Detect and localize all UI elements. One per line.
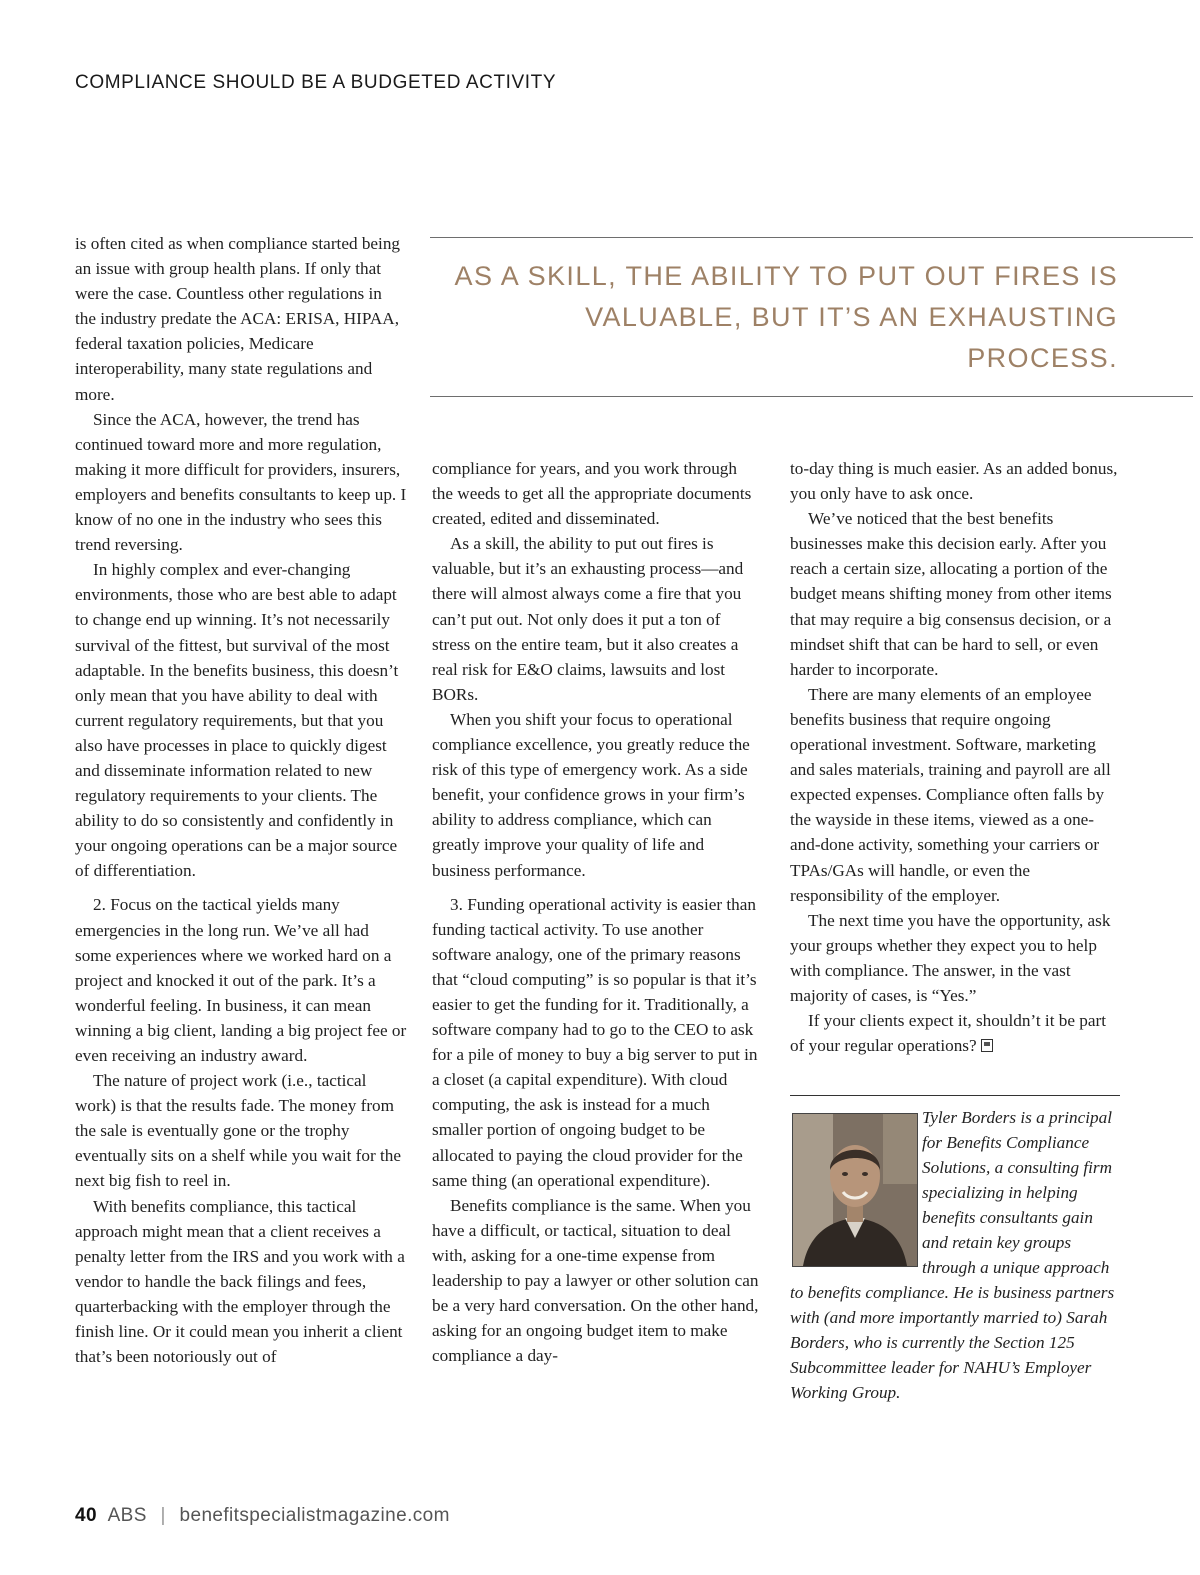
- paragraph: to-day thing is much easier. As an added bonus, you only have to ask once.: [790, 459, 1118, 504]
- paragraph: [790, 1008, 1120, 1058]
- section-title: COMPLIANCE SHOULD BE A BUDGETED ACTIVITY: [75, 72, 557, 93]
- paragraph: There are many elements of an employee benefits business that require ongoing operational investment. Software, marketing and sales materials, training and payroll are all expected expenses. Compliance often falls by the wayside in these items, viewed as a one-and-done activity, something your carriers or TPAs/GAs will handle, or even the responsibility of the employer.: [790, 684, 1111, 905]
- author-bio: [790, 1105, 1120, 1405]
- page-footer: [75, 1505, 450, 1527]
- photo-spacer: [790, 1105, 922, 1280]
- paragraph: Benefits compliance is the same. When you have a difficult, or tactical, situation to deal with, asking for a one-time expense from leadership to pay a lawyer or other solution can be a very hard conversation. On the other hand, asking for an ongoing budget item to make compliance a day-: [432, 1195, 759, 1366]
- paragraph: Since the ACA, however, the trend has continued toward more and more regulation, making it more difficult for providers, insurers, employers and benefits consultants to keep up. I know of no one in the industry who sees this trend reversing.: [75, 409, 407, 555]
- pull-quote: AS A SKILL, THE ABILITY TO PUT OUT FIRES IS VALUABLE, BUT IT’S AN EXHAUSTING PROCESS.: [454, 261, 1118, 373]
- paragraph: 2. Focus on the tactical yields many emergencies in the long run. We’ve all had some experiences where we worked hard on a project and knocked it out of the park. It’s a wonderful feeling. In business, it can mean winning a big client, landing a big project fee or even receiving an industry award.: [75, 895, 407, 1065]
- magazine-website-link[interactable]: benefitspecialistmagazine.com: [179, 1505, 450, 1526]
- paragraph: In highly complex and ever-changing environments, those who are best able to adapt to change end up winning. It’s not necessarily survival of the fittest, but survival of the most adaptable. In the benefits business, this doesn’t only mean that you have ability to deal with current regulatory requirements, but that you also have processes in place to quickly digest and disseminate information related to new regulatory requirements to your clients. The ability to do so consistently and confidently in your ongoing operations can be a major source of differentiation.: [75, 560, 399, 881]
- paragraph: compliance for years, and you work through the weeds to get all the appropriate documents created, edited and disseminated.: [432, 459, 752, 529]
- author-bio-text: Tyler Borders is a principal for Benefits Compliance Solutions, a consulting firm specializing in helping benefits consultants gain and retain key groups through a unique approach to benefits compliance. He is business partners with (and more importantly married to) Sarah Borders, who is currently the Section 125 Subcommittee leader for NAHU’s Employer Working Group.: [790, 1108, 1115, 1402]
- paragraph: The nature of project work (i.e., tactical work) is that the results fade. The money from the sale is eventually gone or the trophy eventually sits on a shelf while you wait for the next big fish to reel in.: [75, 1071, 402, 1191]
- paragraph: The next time you have the opportunity, ask your groups whether they expect you to help with compliance. The answer, in the vast majority of cases, is “Yes.”: [790, 910, 1111, 1005]
- paragraph: 3. Funding operational activity is easier than funding tactical activity. To use another software analogy, one of the primary reasons that “cloud computing” is so popular is that it’s easier to get the funding for it. Traditionally, a software company had to go to the CEO to ask for a pile of money to buy a big server to put in a closet (a capital expenditure). With cloud computing, the ask is instead for a much smaller portion of ongoing budget to be allocated to paying the cloud provider for the same thing (an operational expenditure).: [432, 894, 758, 1190]
- paragraph: When you shift your focus to operational compliance excellence, you greatly reduce the risk of this type of emergency work. As a side benefit, your confidence grows in your firm’s ability to address compliance, which can greatly improve your quality of life and business performance.: [432, 709, 750, 880]
- footer-separator: |: [160, 1505, 166, 1526]
- paragraph: We’ve noticed that the best benefits businesses make this decision early. After you reach a certain size, allocating a portion of the budget means shifting money from other items that may require a big consensus decision, or a mindset shift that can be hard to sell, or even harder to incorporate.: [790, 509, 1112, 679]
- article-column-1: [75, 231, 407, 1369]
- magazine-abbr: ABS: [107, 1505, 147, 1526]
- article-column-3: [790, 456, 1120, 1058]
- paragraph: As a skill, the ability to put out fires is valuable, but it’s an exhausting process—and there will almost always come a fire that you can’t put out. Not only does it put a ton of stress on the entire team, but it also creates a real risk for E&O claims, lawsuits and lost BORs.: [432, 534, 744, 704]
- article-column-2: [432, 456, 762, 1368]
- closing-paragraph-text: If your clients expect it, shouldn’t it be part of your regular operations?: [790, 1011, 1107, 1056]
- pull-quote-bottom-rule: [430, 396, 1193, 397]
- abs-end-mark-icon: [981, 1039, 993, 1052]
- paragraph: With benefits compliance, this tactical approach might mean that a client receives a penalty letter from the IRS and you work with a vendor to handle the back filings and fees, quarterbacking with the employer through the finish line. Or it could mean you inherit a client that’s been notoriously out of: [75, 1196, 405, 1367]
- author-bio-rule: [790, 1095, 1120, 1096]
- page-number: 40: [75, 1505, 97, 1526]
- pull-quote-top-rule: [430, 237, 1193, 238]
- paragraph: is often cited as when compliance started being an issue with group health plans. If only that were the case. Countless other regulations in the industry predate the ACA: ERISA, HIPAA, federal taxation policies, Medicare interoperability, many state regulations and more.: [75, 234, 401, 404]
